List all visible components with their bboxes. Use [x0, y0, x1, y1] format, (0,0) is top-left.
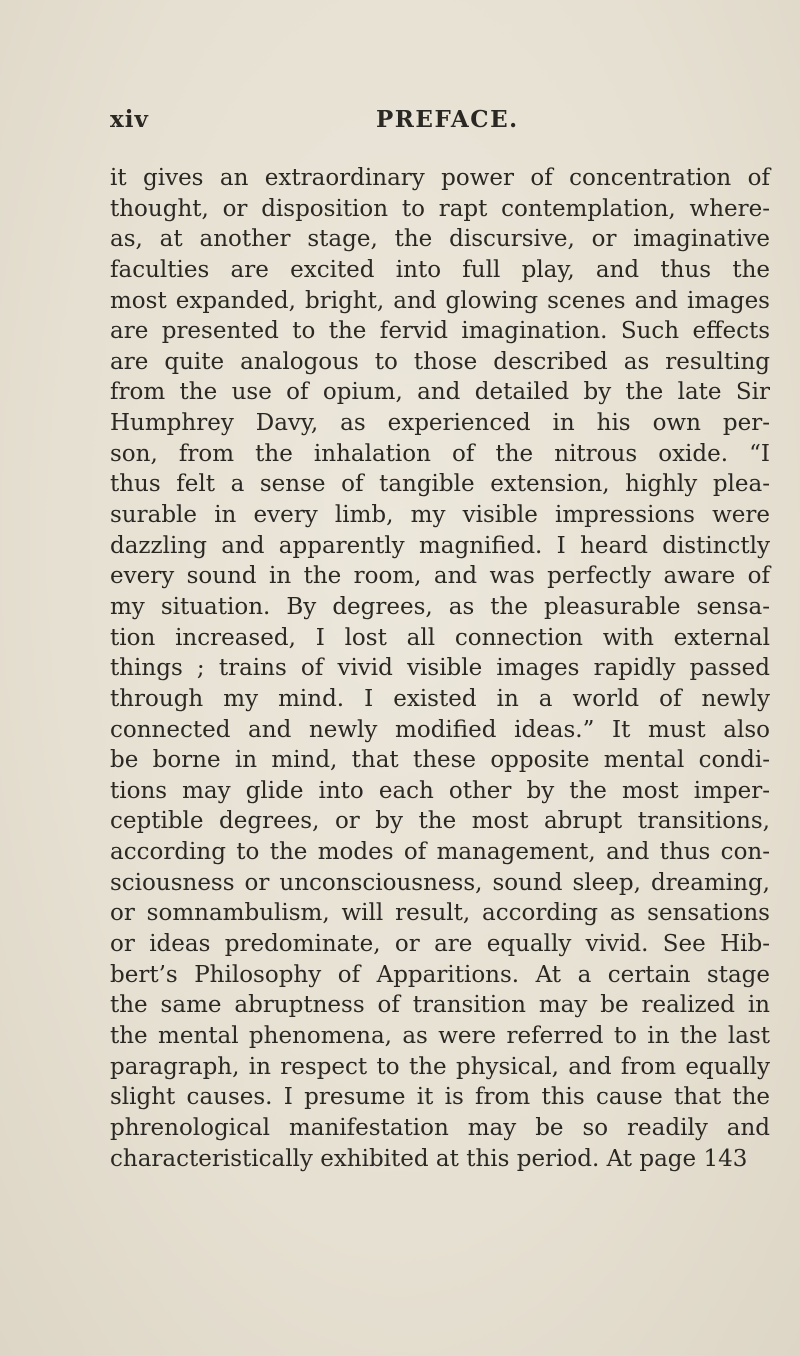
text-line: faculties are excited into full play, and thus the — [110, 256, 770, 283]
text-line: paragraph, in respect to the physical, and from equally — [110, 1053, 770, 1080]
text-line: dazzling and apparently magnified. I heard distinctly — [110, 532, 770, 559]
text-line: son, from the inhalation of the nitrous oxide. “I — [110, 440, 770, 467]
text-line: surable in every limb, my visible impressions were — [110, 502, 770, 529]
text-line: according to the modes of management, and thus con- — [110, 839, 770, 866]
body-text — [110, 163, 770, 1174]
text-line: as, at another stage, the discursive, or imaginative — [110, 226, 770, 253]
text-line: things ; trains of vivid visible images rapidly passed — [110, 655, 770, 682]
text-line: my situation. By degrees, as the pleasurable sensa- — [110, 593, 770, 620]
text-line: every sound in the room, and was perfectly aware of — [110, 563, 770, 590]
text-line: be borne in mind, that these opposite mental condi- — [110, 747, 770, 774]
text-line: through my mind. I existed in a world of newly — [110, 685, 770, 712]
text-line: or somnambulism, will result, according as sensations — [110, 900, 770, 927]
text-line: ceptible degrees, or by the most abrupt transitions, — [110, 808, 770, 835]
text-line: Humphrey Davy, as experienced in his own per- — [110, 410, 770, 437]
text-line: tion increased, I lost all connection with external — [110, 624, 770, 651]
text-line: tions may glide into each other by the most imper- — [110, 777, 770, 804]
text-line: bert’s Philosophy of Apparitions. At a certain stage — [110, 961, 770, 988]
text-line: are quite analogous to those described as resulting — [110, 348, 770, 375]
text-line: connected and newly modified ideas.” It must also — [110, 716, 770, 743]
text-line: are presented to the fervid imagination. Such effects — [110, 318, 770, 345]
text-line: the same abruptness of transition may be realized in — [110, 992, 770, 1019]
text-line: from the use of opium, and detailed by the late Sir — [110, 379, 770, 406]
running-title: PREFACE. — [376, 106, 519, 133]
text-line: phrenological manifestation may be so readily and — [110, 1114, 770, 1141]
text-line: sciousness or unconsciousness, sound sleep, dreaming, — [110, 869, 770, 896]
text-line: thought, or disposition to rapt contemplation, where- — [110, 195, 770, 222]
text-line: it gives an extraordinary power of concentration of — [110, 165, 770, 191]
text-line: slight causes. I presume it is from this cause that the — [110, 1084, 770, 1111]
page-header — [110, 106, 710, 142]
text-line: most expanded, bright, and glowing scenes and images — [110, 287, 770, 314]
page-number: xiv — [110, 106, 149, 133]
text-line: or ideas predominate, or are equally vivid. See Hib- — [110, 931, 770, 958]
text-line: thus felt a sense of tangible extension, highly plea- — [110, 471, 770, 498]
text-line: characteristically exhibited at this period. At page 143 — [110, 1145, 748, 1172]
text-line: the mental phenomena, as were referred to in the last — [110, 1022, 770, 1049]
